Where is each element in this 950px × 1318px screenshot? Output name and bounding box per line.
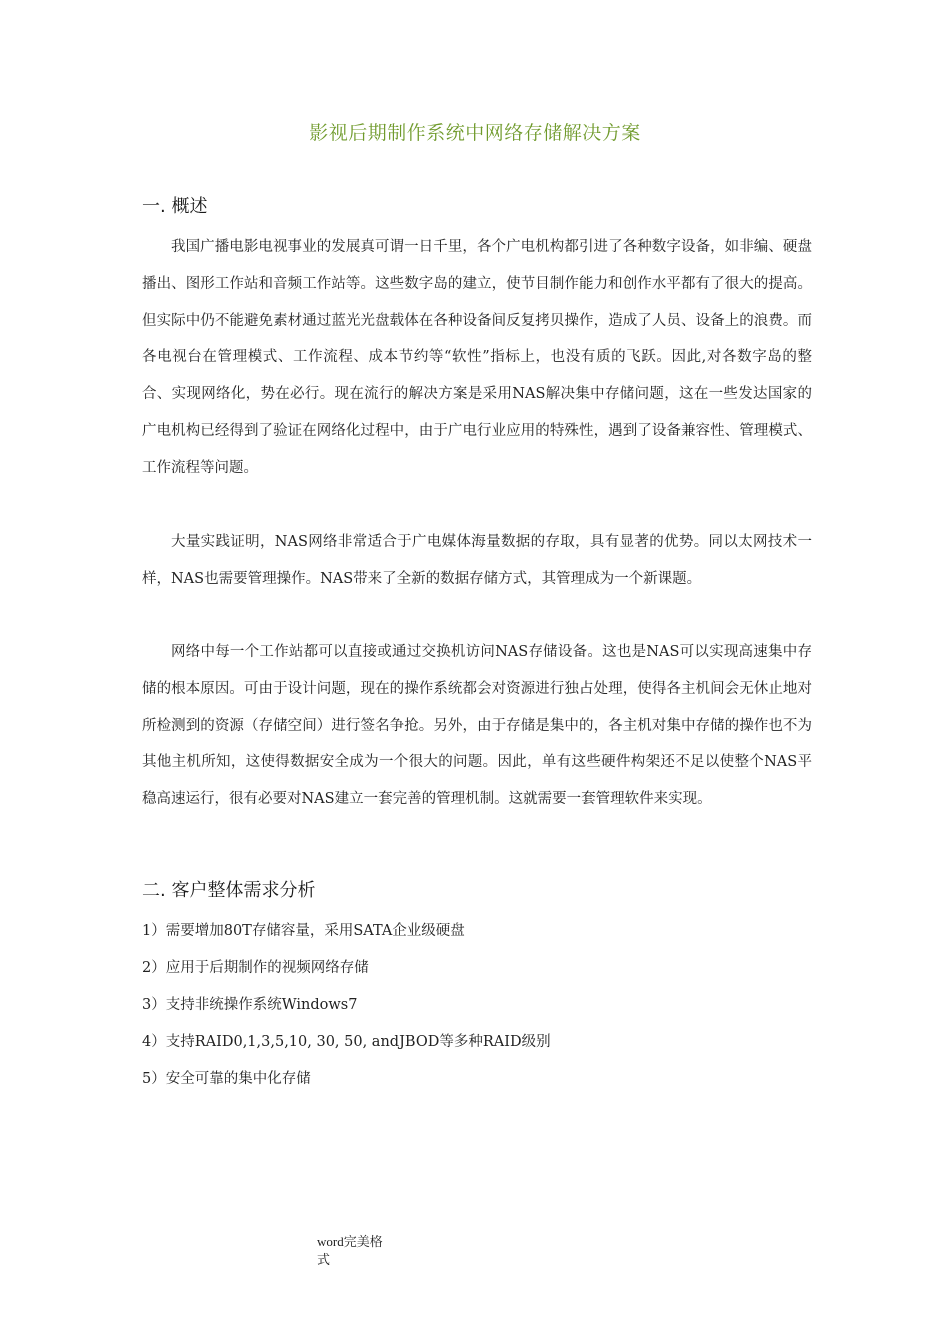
paragraph-overview-3: 网络中每一个工作站都可以直接或通过交换机访问NAS存储设备。这也是NAS可以实现高速集中存储的根本原因。可由于设计问题，现在的操作系统都会对资源进行独占处理，使得各主机间会无休止地对所检测到的资源（存储空间）进行签名争抢。另外，由于存储是集中的，各主机对集中存储的操作也不为其他主机所知，这使得数据安全成为一个很大的问题。因此，单有这些硬件构架还不足以使整个NAS平稳高速运行，很有必要对NAS建立一套完善的管理机制。这就需要一套管理软件来实现。 xyxy=(142,644,812,808)
footer-line-2: 式 xyxy=(317,1252,331,1267)
list-item: 1）需要增加80T存储容量，采用SATA企业级硬盘 xyxy=(142,923,465,939)
document-title: 影视后期制作系统中网络存储解决方案 xyxy=(309,122,641,144)
footer-line-1: word完美格 xyxy=(317,1234,383,1249)
list-item: 2）应用于后期制作的视频网络存储 xyxy=(142,960,369,976)
section-heading-requirements: 二. 客户整体需求分析 xyxy=(142,880,316,901)
paragraph-overview-1: 我国广播电影电视事业的发展真可谓一日千里，各个广电机构都引进了各种数字设备，如非编、硬盘播出、图形工作站和音频工作站等。这些数字岛的建立，使节目制作能力和创作水平都有了很大的提高。但实际中仍不能避免素材通过蓝光光盘载体在各种设备间反复拷贝操作，造成了人员、设备上的浪费。而各电视台在管理模式、工作流程、成本节约等“软性”指标上，也没有质的飞跃。因此,对各数字岛的整合、实现网络化，势在必行。现在流行的解决方案是采用NAS解决集中存储问题，这在一些发达国家的广电机构已经得到了验证在网络化过程中，由于广电行业应用的特殊性，遇到了设备兼容性、管理模式、工作流程等问题。 xyxy=(142,239,812,476)
requirements-list xyxy=(142,913,822,1098)
list-item: 5）安全可靠的集中化存储 xyxy=(142,1071,311,1087)
list-item: 3）支持非统操作系统Windows7 xyxy=(142,997,358,1013)
section-heading-overview: 一. 概述 xyxy=(142,196,208,217)
paragraph-overview-2: 大量实践证明，NAS网络非常适合于广电媒体海量数据的存取，具有显著的优势。同以太网技术一样，NAS也需要管理操作。NAS带来了全新的数据存储方式，其管理成为一个新课题。 xyxy=(142,534,812,587)
list-item: 4）支持RAID0,1,3,5,10, 30, 50, andJBOD等多种RAID级别 xyxy=(142,1034,551,1050)
page-footer xyxy=(317,1233,397,1269)
